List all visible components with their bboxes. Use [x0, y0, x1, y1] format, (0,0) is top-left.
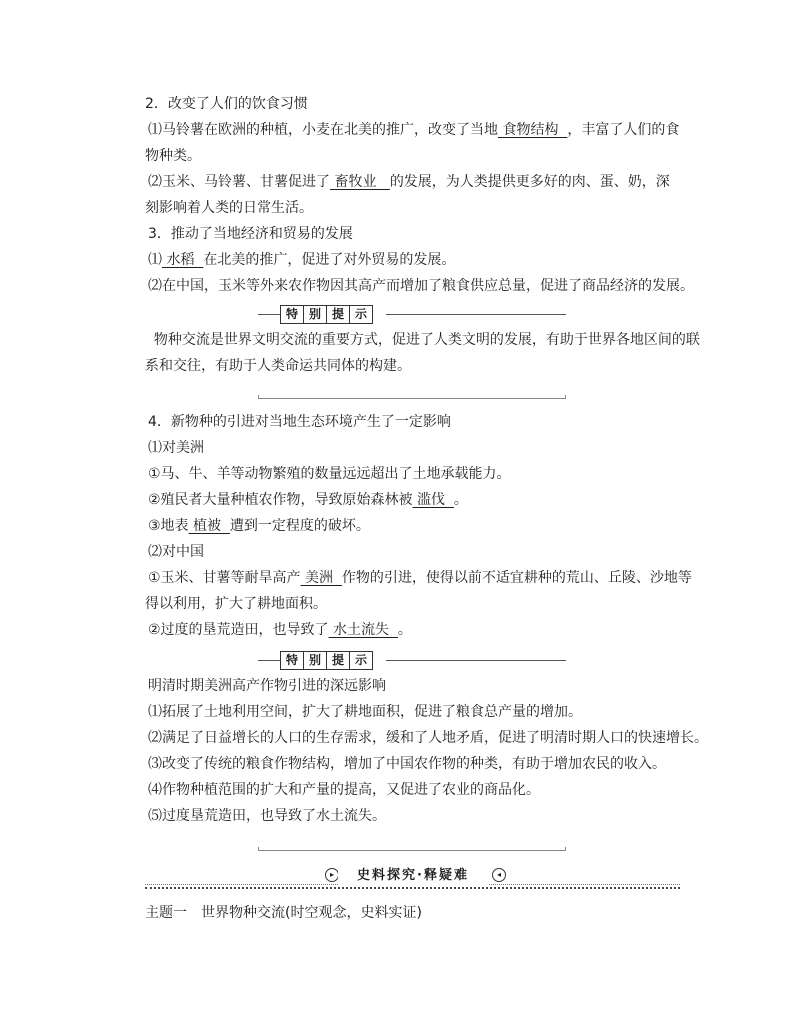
tip-end-divider — [258, 850, 566, 851]
arrow-left-icon: ◂ — [492, 868, 506, 882]
divider — [386, 314, 566, 315]
text: ，丰富了人们的食 — [567, 122, 680, 138]
text: ⑴马铃薯在欧洲的种植，小麦在北美的推广，改变了当地 — [148, 122, 498, 138]
tip-char: 示 — [349, 305, 373, 324]
tip-header-1 — [258, 304, 566, 324]
item-4-title: 4．新物种的引进对当地生态环境产生了一定影响 — [148, 414, 451, 430]
tip-char: 特 — [280, 651, 304, 670]
tip-char: 提 — [326, 651, 350, 670]
item-4-2-ii — [148, 620, 688, 640]
divider — [386, 660, 566, 661]
answer-blank — [498, 122, 567, 138]
tip-end-divider — [258, 398, 566, 399]
dotted-rule — [145, 887, 680, 889]
tip2-item-2: ⑵满足了日益增长的人口的生存需求，缓和了人地矛盾，促进了明清时期人口的快速增长。 — [148, 730, 708, 746]
item-3-2: ⑵在中国，玉米等外来农作物因其高产而增加了粮食供应总量，促进了商品经济的发展。 — [148, 278, 694, 294]
section-header — [145, 862, 680, 892]
tip-char: 提 — [326, 305, 350, 324]
answer: 畜牧业 — [334, 174, 377, 190]
tip-char: 别 — [303, 305, 327, 324]
item-4-1: ⑴对美洲 — [148, 440, 204, 456]
tip-header-2 — [258, 650, 566, 670]
item-4-1-i: ①马、牛、羊等动物繁殖的数量远远超出了土地承载能力。 — [148, 466, 511, 482]
arrow-right-icon: ▸ — [325, 868, 339, 882]
item-2-title: 2．改变了人们的饮食习惯 — [145, 96, 308, 112]
answer: 美洲 — [305, 570, 334, 586]
theme-1-heading: 主题一 世界物种交流(时空观念，史料实证) — [145, 905, 422, 921]
tip2-item-3: ⑶改变了传统的粮食作物结构，增加了中国农作物的种类，有助于增加农民的收入。 — [148, 756, 666, 772]
answer-blank — [162, 252, 203, 268]
answer: 滥伐 — [417, 492, 446, 508]
tip2-item-5: ⑸过度垦荒造田，也导致了水土流失。 — [148, 808, 386, 824]
text: ①玉米、甘薯等耐旱高产 — [148, 570, 301, 586]
tip-label — [280, 305, 372, 324]
item-2-1-line2: 物种类。 — [145, 148, 201, 164]
text: ②过度的垦荒造田，也导致了 — [148, 622, 329, 638]
tip-char: 别 — [303, 651, 327, 670]
answer-blank — [189, 518, 230, 534]
text: ③地表 — [148, 518, 189, 534]
section-title: 史料探究·释疑难 — [338, 865, 488, 887]
tip1-line2: 系和交往，有助于人类命运共同体的构建。 — [145, 358, 411, 374]
answer-blank — [329, 622, 398, 638]
divider — [258, 314, 280, 315]
answer: 食物结构 — [502, 122, 559, 138]
item-2-1-line1 — [148, 120, 688, 140]
text: 。 — [397, 622, 412, 638]
answer: 水稻 — [166, 252, 195, 268]
item-3-title: 3．推动了当地经济和贸易的发展 — [148, 226, 353, 242]
item-2-2-line1 — [148, 172, 688, 192]
item-4-1-iii — [148, 516, 688, 536]
divider — [258, 660, 280, 661]
tip2-item-4: ⑷作物种植范围的扩大和产量的提高，又促进了农业的商品化。 — [148, 782, 540, 798]
text: ⑵玉米、马铃薯、甘薯促进了 — [148, 174, 330, 190]
text: 遭到一定程度的破坏。 — [229, 518, 370, 534]
tip-label — [280, 651, 372, 670]
text: 作物的引进，使得以前不适宜耕种的荒山、丘陵、沙地等 — [341, 570, 692, 586]
answer-blank — [301, 570, 342, 586]
item-2-2-line2: 刻影响着人类的日常生活。 — [145, 200, 313, 216]
text: 。 — [453, 492, 468, 508]
text: 的发展，为人类提供更多好的肉、蛋、奶，深 — [389, 174, 670, 190]
answer-blank — [330, 174, 390, 190]
tip2-item-1: ⑴拓展了土地利用空间，扩大了耕地面积，促进了粮食总产量的增加。 — [148, 704, 582, 720]
item-4-1-ii — [148, 490, 688, 510]
text: ②殖民者大量种植农作物，导致原始森林被 — [148, 492, 413, 508]
tip-char: 示 — [349, 651, 373, 670]
tip1-line1 — [145, 330, 700, 350]
item-4-2-i-line2: 得以利用，扩大了耕地面积。 — [145, 596, 327, 612]
tip-char: 特 — [280, 305, 304, 324]
text: 在北美的推广，促进了对外贸易的发展。 — [203, 252, 456, 268]
item-4-2-i-line1 — [148, 568, 692, 588]
tip2-title: 明清时期美洲高产作物引进的深远影响 — [148, 678, 386, 694]
text: 物种交流是世界文明交流的重要方式，促进了人类文明的发展，有助于世界各地区间的联 — [153, 332, 700, 348]
item-3-1 — [148, 250, 688, 270]
item-4-2: ⑵对中国 — [148, 544, 204, 560]
answer: 水土流失 — [333, 622, 390, 638]
text: ⑴ — [148, 252, 162, 268]
answer-blank — [413, 492, 454, 508]
answer: 植被 — [193, 518, 222, 534]
